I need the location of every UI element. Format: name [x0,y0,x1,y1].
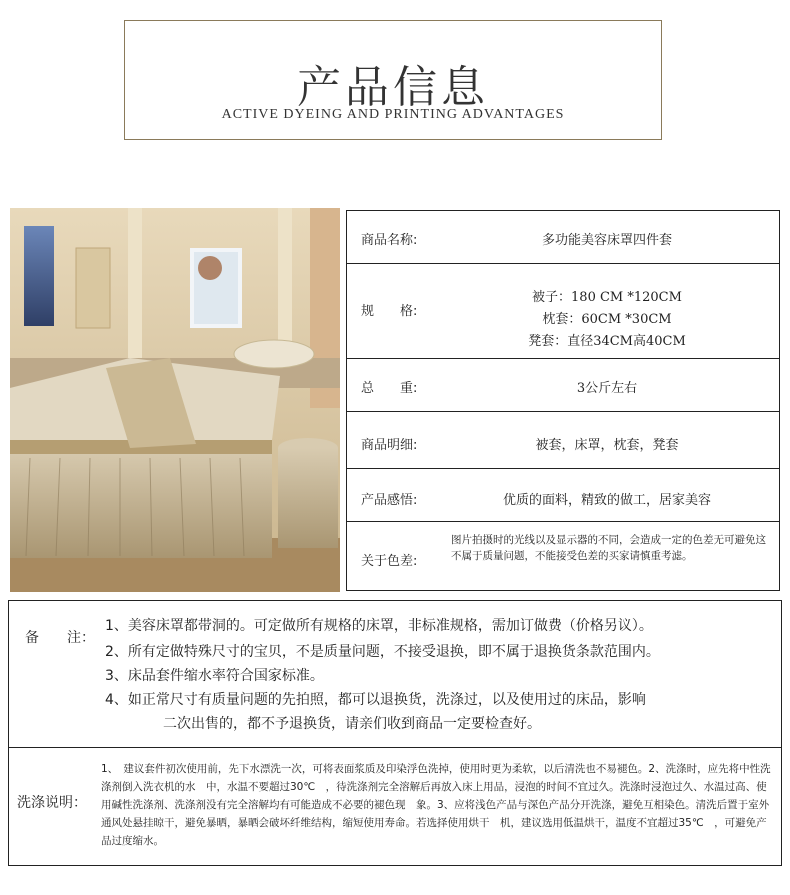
page-title: 产品信息 [297,62,489,113]
info-label: 关于色差: [361,554,418,569]
info-value: 优质的面料，精致的做工，居家美容 [502,493,711,508]
info-label: 产品感悟: [361,493,418,508]
product-photo [10,208,340,592]
info-value: 枕套：60CM *30CM [542,312,672,327]
info-label: 商品名称: [361,233,418,248]
page-subtitle: ACTIVE DYEING AND PRINTING ADVANTAGES [221,107,565,122]
note-item: 1、美容床罩都带洞的。可定做所有规格的床罩，非标准规格，需加订做费（价格另议）。 [105,618,653,634]
info-label: 商品明细: [361,438,418,453]
washing-label: 洗涤说明： [17,795,87,811]
notes-section [8,600,782,748]
info-label: 规 格: [361,304,418,319]
note-item: 二次出售的，都不予退换货，请亲们收到商品一定要检查好。 [163,716,541,732]
info-label: 总 重: [361,381,418,396]
info-row-weight [346,358,780,412]
info-row-details [346,411,780,469]
info-value: 凳套：直径34CM高40CM [528,334,686,349]
bed-set-illustration [10,208,340,592]
header-title-box [124,20,662,140]
info-row-name [346,210,780,264]
info-value: 多功能美容床罩四件套 [541,233,672,248]
info-row-spec [346,263,780,359]
note-item: 4、如正常尺寸有质量问题的先拍照，都可以退换货，洗涤过，以及使用过的床品，影响 [105,692,646,708]
washing-section [8,748,782,866]
info-value: 图片拍摄时的光线以及显示器的不同，会造成一定的色差无可避免这不属于质量问题，不能接受色差的买家请慎重考滤。 [451,534,766,562]
info-value: 3公斤左右 [576,381,638,396]
info-row-color-diff [346,521,780,591]
info-value: 被子：180 CM *120CM [532,290,682,305]
notes-label: 备 注： [25,630,95,646]
note-item: 3、床品套件缩水率符合国家标准。 [105,668,324,684]
washing-text: 1、 建议套件初次使用前，先下水漂洗一次，可将表面浆质及印染浮色洗掉，使用时更为柔软，以后清洗也不易褪色。2、洗涤时，应先将中性洗涤剂倒入洗衣机的水 中，水温不要超过30℃ ，待洗涤剂完全溶解后再放入床上用品，浸泡的时间不宜过久。洗涤时浸泡过久、水温过高、使用碱性洗涤剂、洗涤剂没有完全溶解均有可能造成不必要的褪色现 象。3、应将浅色产品与深色产品分开洗涤，避免互相染色。清洗后置于室外通风处悬挂晾干，避免暴晒，暴晒会破坏纤维结构，缩短使用寿命。若选择使用烘干 机，建议选用低温烘干，温度不宜超过35℃ ，可避免产品过度缩水。 [101,763,771,847]
info-row-feel [346,468,780,522]
note-item: 2、所有定做特殊尺寸的宝贝，不是质量问题，不接受退换，即不属于退换货条款范围内。 [105,644,660,660]
info-value: 被套，床罩，枕套，凳套 [535,438,679,453]
